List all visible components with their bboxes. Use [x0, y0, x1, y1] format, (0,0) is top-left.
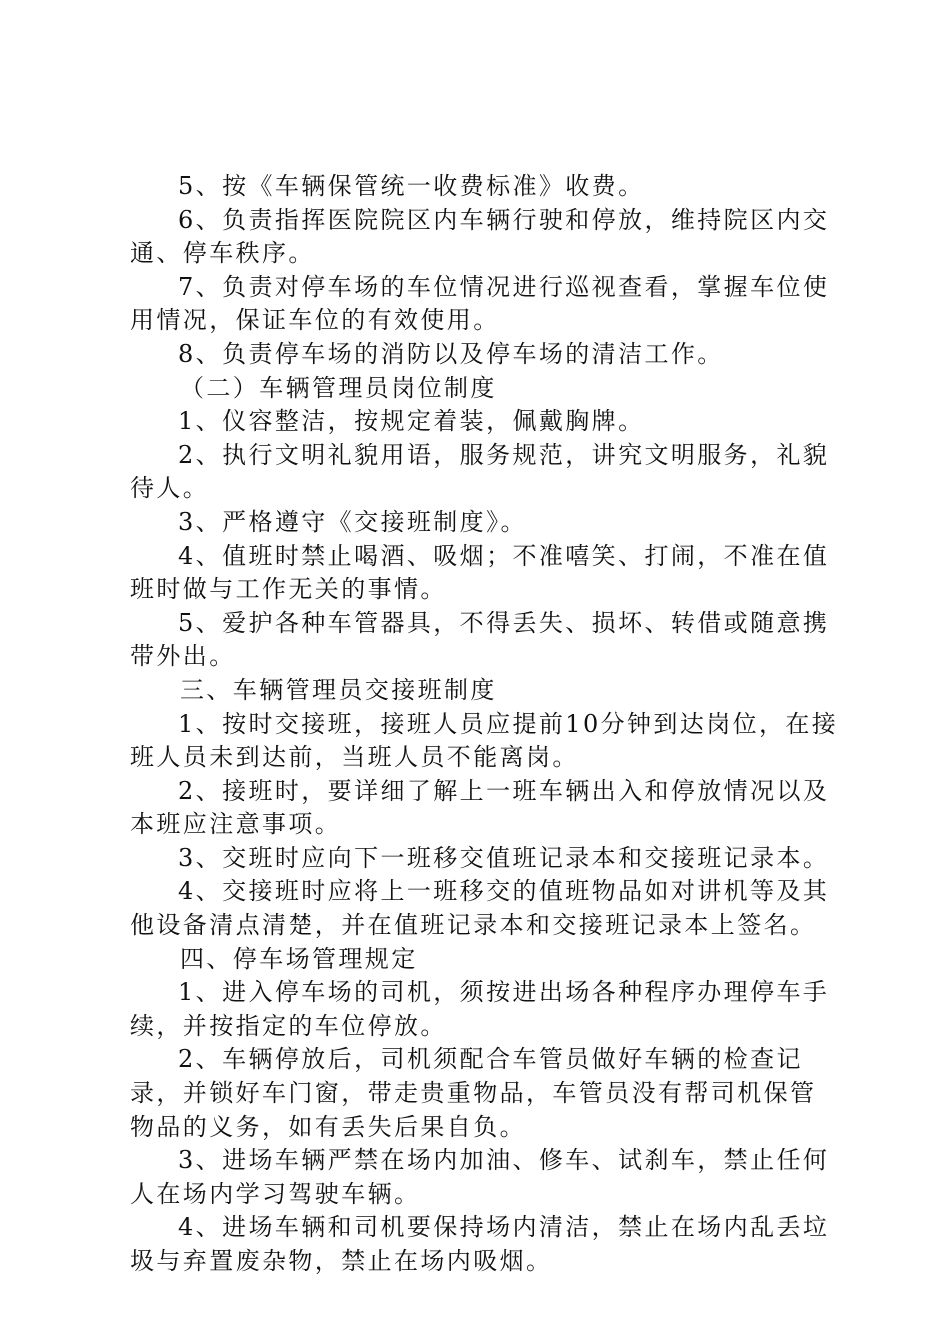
paragraph-item-5-fee: 5、按《车辆保管统一收费标准》收费。 — [178, 172, 645, 200]
paragraph-handover-3: 3、交班时应向下一班移交值班记录本和交接班记录本。 — [178, 843, 830, 872]
paragraph-item-7-patrol: 7、负责对停车场的车位情况进行巡视查看，掌握车位使用情况，保证车位的有效使用。 — [130, 272, 830, 335]
paragraph-post-1: 1、仪容整洁，按规定着装，佩戴胸牌。 — [178, 407, 645, 436]
section-heading-parking-rules: 四、停车场管理规定 — [180, 944, 418, 973]
section-heading-post-rules: （二）车辆管理员岗位制度 — [180, 373, 497, 402]
paragraph-post-3: 3、严格遵守《交接班制度》。 — [178, 507, 527, 536]
paragraph-post-2: 2、执行文明礼貌用语，服务规范，讲究文明服务，礼貌待人。 — [130, 440, 830, 503]
paragraph-handover-1: 1、按时交接班，接班人员应提前10分钟到达岗位，在接班人员未到达前，当班人员不能离岗。 — [130, 709, 839, 772]
paragraph-parking-1: 1、进入停车场的司机，须按进出场各种程序办理停车手续，并按指定的车位停放。 — [130, 978, 830, 1040]
paragraph-item-8-fire-cleaning: 8、负责停车场的消防以及停车场的清洁工作。 — [178, 339, 724, 368]
document-body — [130, 170, 842, 1279]
paragraph-handover-2: 2、接班时，要详细了解上一班车辆出入和停放情况以及本班应注意事项。 — [130, 776, 830, 839]
paragraph-parking-3: 3、进场车辆严禁在场内加油、修车、试刹车，禁止任何人在场内学习驾驶车辆。 — [130, 1146, 830, 1208]
paragraph-post-4: 4、值班时禁止喝酒、吸烟；不准嘻笑、打闹，不准在值班时做与工作无关的事情。 — [130, 541, 830, 604]
section-heading-handover: 三、车辆管理员交接班制度 — [180, 675, 497, 704]
paragraph-item-6-traffic: 6、负责指挥医院院区内车辆行驶和停放，维持院区内交通、停车秩序。 — [130, 205, 830, 268]
paragraph-parking-2: 2、车辆停放后，司机须配合车管员做好车辆的检查记录，并锁好车门窗，带走贵重物品，车管员没有帮司机保管物品的义务，如有丢失后果自负。 — [130, 1045, 817, 1141]
paragraph-post-5: 5、爱护各种车管器具，不得丢失、损坏、转借或随意携带外出。 — [130, 608, 830, 671]
paragraph-parking-4: 4、进场车辆和司机要保持场内清洁，禁止在场内乱丢垃圾与弃置废杂物，禁止在场内吸烟。 — [130, 1213, 830, 1275]
paragraph-handover-4: 4、交接班时应将上一班移交的值班物品如对讲机等及其他设备清点清楚，并在值班记录本和交接班记录本上签名。 — [130, 877, 830, 940]
